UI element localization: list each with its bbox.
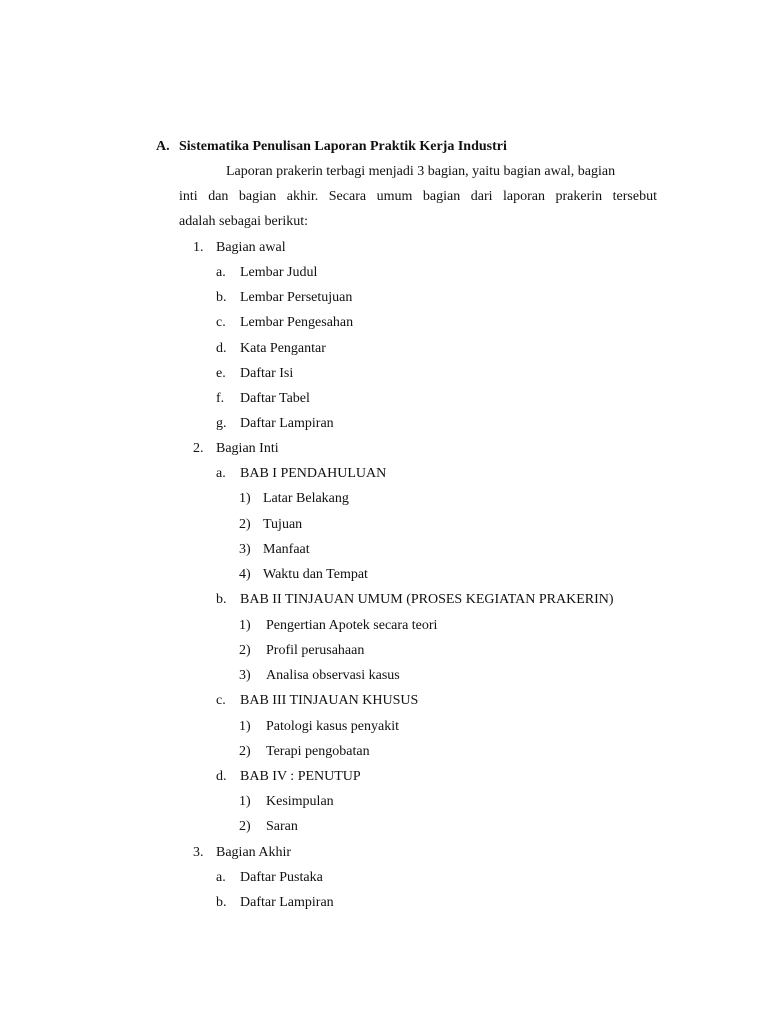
intro-line-3: adalah sebagai berikut: xyxy=(179,214,309,229)
list-item: Daftar Lampiran xyxy=(240,416,334,431)
part-label: Bagian Inti xyxy=(216,441,279,456)
item-letter: b. xyxy=(216,290,227,305)
sub-number: 3) xyxy=(239,668,251,683)
sub-item: Tujuan xyxy=(263,517,303,532)
item-letter: a. xyxy=(216,870,226,885)
item-letter: e. xyxy=(216,366,226,381)
section-marker: A. xyxy=(156,139,170,154)
chapter-heading: BAB I PENDAHULUAN xyxy=(240,466,387,481)
list-item: Lembar Judul xyxy=(240,265,318,280)
part-number: 1. xyxy=(193,240,204,255)
part-number: 3. xyxy=(193,845,204,860)
sub-item: Profil perusahaan xyxy=(266,643,365,658)
list-item: Daftar Isi xyxy=(240,366,294,381)
item-letter: a. xyxy=(216,466,226,481)
chapter-heading: BAB II TINJAUAN UMUM (PROSES KEGIATAN PRAKERIN) xyxy=(240,592,614,607)
item-letter: c. xyxy=(216,693,226,708)
item-letter: b. xyxy=(216,592,227,607)
sub-number: 1) xyxy=(239,491,251,506)
item-letter: c. xyxy=(216,315,226,330)
list-item: Lembar Pengesahan xyxy=(240,315,354,330)
sub-number: 2) xyxy=(239,744,251,759)
sub-number: 2) xyxy=(239,819,251,834)
sub-number: 1) xyxy=(239,618,251,633)
list-item: Lembar Persetujuan xyxy=(240,290,353,305)
sub-item: Analisa observasi kasus xyxy=(266,668,400,683)
list-item: Daftar Pustaka xyxy=(240,870,323,885)
list-item: Daftar Lampiran xyxy=(240,895,334,910)
item-letter: a. xyxy=(216,265,226,280)
sub-number: 4) xyxy=(239,567,251,582)
sub-item: Manfaat xyxy=(263,542,310,557)
sub-item: Saran xyxy=(266,819,298,834)
list-item: Kata Pengantar xyxy=(240,341,326,356)
chapter-heading: BAB III TINJAUAN KHUSUS xyxy=(240,693,419,708)
part-label: Bagian Akhir xyxy=(216,845,292,860)
item-letter: f. xyxy=(216,391,225,406)
intro-line-2: inti dan bagian akhir. Secara umum bagian dari laporan prakerin tersebut xyxy=(179,189,657,204)
sub-item: Patologi kasus penyakit xyxy=(266,719,399,734)
item-letter: d. xyxy=(216,341,227,356)
chapter-heading: BAB IV : PENUTUP xyxy=(240,769,361,784)
sub-number: 2) xyxy=(239,517,251,532)
sub-item: Pengertian Apotek secara teori xyxy=(266,618,438,633)
sub-item: Latar Belakang xyxy=(263,491,349,506)
sub-item: Terapi pengobatan xyxy=(266,744,370,759)
list-item: Daftar Tabel xyxy=(240,391,310,406)
sub-number: 2) xyxy=(239,643,251,658)
section-title: Sistematika Penulisan Laporan Praktik Kerja Industri xyxy=(179,139,507,154)
item-letter: d. xyxy=(216,769,227,784)
sub-item: Waktu dan Tempat xyxy=(263,567,368,582)
sub-number: 3) xyxy=(239,542,251,557)
sub-number: 1) xyxy=(239,794,251,809)
part-label: Bagian awal xyxy=(216,240,286,255)
part-number: 2. xyxy=(193,441,204,456)
sub-item: Kesimpulan xyxy=(266,794,334,809)
item-letter: b. xyxy=(216,895,227,910)
sub-number: 1) xyxy=(239,719,251,734)
intro-line-1: Laporan prakerin terbagi menjadi 3 bagian, yaitu bagian awal, bagian xyxy=(226,164,616,179)
item-letter: g. xyxy=(216,416,227,431)
